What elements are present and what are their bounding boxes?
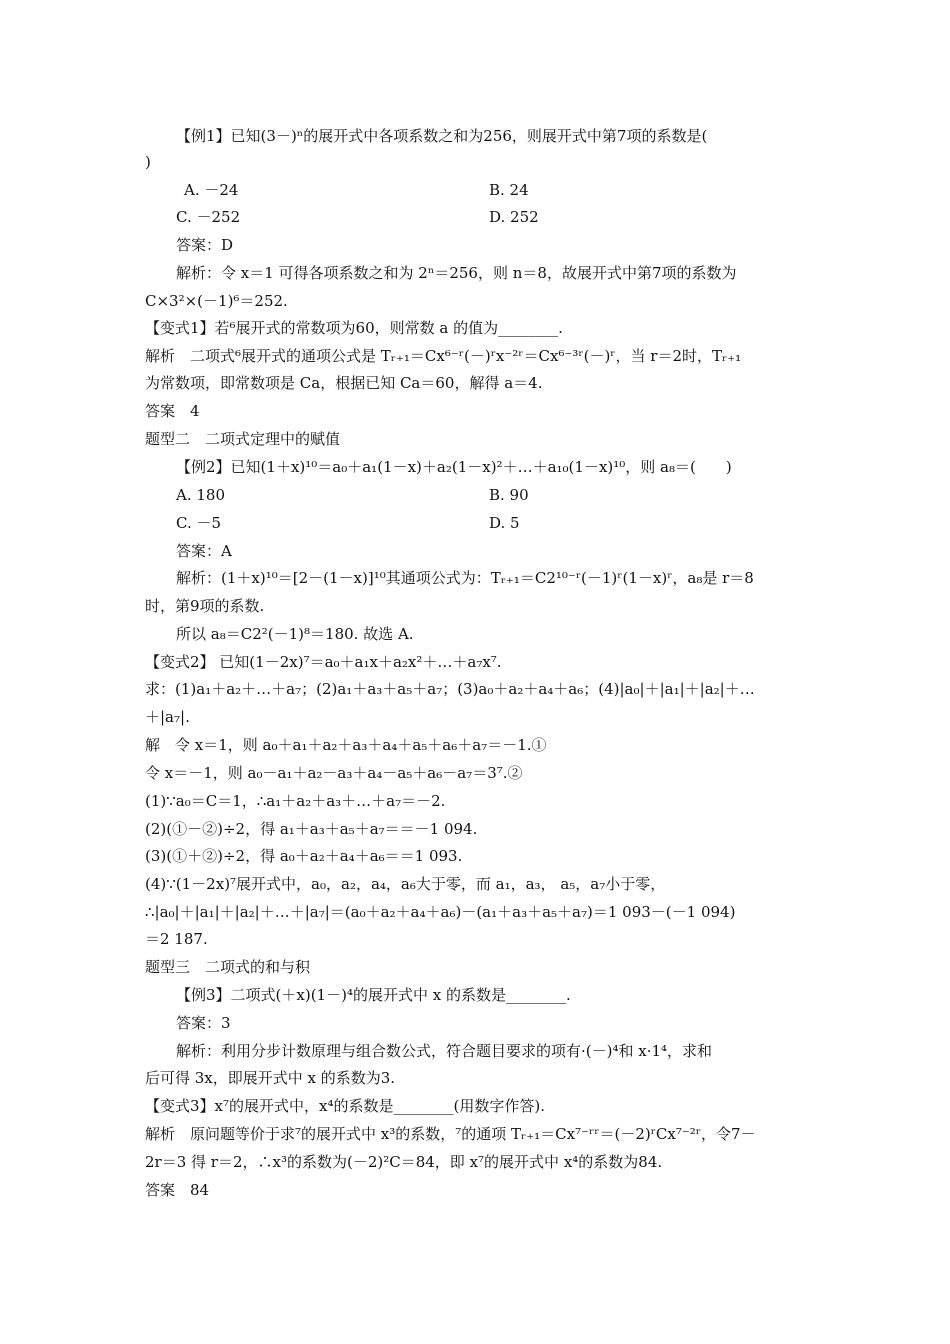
analysis-2: 解析：(1＋x)¹⁰＝[2－(1－x)]¹⁰其通项公式为：Tᵣ₊₁＝C2¹⁰⁻ʳ(－1)ʳ(1－x)ʳ，a₈是 r＝8 xyxy=(176,569,754,587)
answer-1: 答案：D xyxy=(176,236,234,254)
analysis-3: 解析：利用分步计数原理与组合数公式，符合题目要求的项有·(－)⁴和 x·1⁴，求和 xyxy=(176,1042,713,1060)
example-3-question: 【例3】二项式(＋x)(1－)⁴的展开式中 x 的系数是________. xyxy=(176,986,571,1004)
option-d: D. 252 xyxy=(489,208,539,226)
example-1-question-cont: ) xyxy=(145,153,151,171)
variant-3-question: 【变式3】x⁷的展开式中，x⁴的系数是________(用数字作答). xyxy=(145,1097,545,1115)
variant-2-solution-line: 令 x＝－1，则 a₀－a₁＋a₂－a₃＋a₄－a₅＋a₆－a₇＝3⁷.② xyxy=(145,764,523,782)
variant-2-solution: 解 令 x＝1，则 a₀＋a₁＋a₂＋a₃＋a₄＋a₅＋a₆＋a₇＝－1.① xyxy=(145,736,547,754)
example-2-question: 【例2】已知(1＋x)¹⁰＝a₀＋a₁(1－x)＋a₂(1－x)²＋…＋a₁₀(1－x)¹⁰，则 a₈＝( ) xyxy=(176,458,732,476)
variant-2-part-4: (4)∵(1－2x)⁷展开式中，a₀，a₂，a₄，a₆大于零，而 a₁，a₃， a₅，a₇小于零， xyxy=(145,875,666,893)
variant-2-question: 【变式2】 已知(1－2x)⁷＝a₀＋a₁x＋a₂x²＋…＋a₇x⁷. xyxy=(145,653,502,671)
option-c: C. －5 xyxy=(176,514,222,532)
variant-1-analysis: 解析 二项式⁶展开式的通项公式是 Tᵣ₊₁＝Cx⁶⁻ʳ(－)ʳx⁻²ʳ＝Cx⁶⁻³ʳ(－)ʳ，当 r＝2时，Tᵣ₊₁ xyxy=(145,347,742,365)
analysis-1-cont: C×3²×(－1)⁶＝252. xyxy=(145,292,288,310)
variant-2-part-2: (2)(①－②)÷2，得 a₁＋a₃＋a₅＋a₇＝＝－1 094. xyxy=(145,820,478,838)
section-heading-3: 题型三 二项式的和与积 xyxy=(145,958,311,976)
example-1-question: 【例1】已知(3－)ⁿ的展开式中各项系数之和为256，则展开式中第7项的系数是( xyxy=(176,127,708,145)
analysis-3-cont: 后可得 3x，即展开式中 x 的系数为3. xyxy=(145,1069,396,1087)
option-c: C. －252 xyxy=(176,208,241,226)
analysis-2-result: 所以 a₈＝C2²(－1)⁸＝180. 故选 A. xyxy=(176,625,414,643)
variant-1-analysis-cont: 为常数项，即常数项是 Ca，根据已知 Ca＝60，解得 a＝4. xyxy=(145,374,543,392)
section-heading-2: 题型二 二项式定理中的赋值 xyxy=(145,430,341,448)
variant-3-analysis-cont: 2r＝3 得 r＝2，∴x³的系数为(－2)²C＝84，即 x⁷的展开式中 x⁴的系数为84. xyxy=(145,1153,663,1171)
analysis-1: 解析：令 x＝1 可得各项系数之和为 2ⁿ＝256，则 n＝8，故展开式中第7项的系数为 xyxy=(176,264,737,282)
option-d: D. 5 xyxy=(489,514,520,532)
analysis-2-cont: 时，第9项的系数. xyxy=(145,597,265,615)
variant-1-question: 【变式1】若⁶展开式的常数项为60，则常数 a 的值为________. xyxy=(145,319,563,337)
variant-2-part-1: (1)∵a₀＝C＝1，∴a₁＋a₂＋a₃＋…＋a₇＝－2. xyxy=(145,792,446,810)
variant-2-ask: 求：(1)a₁＋a₂＋…＋a₇；(2)a₁＋a₃＋a₅＋a₇；(3)a₀＋a₂＋a₄＋a₆；(4)|a₀|＋|a₁|＋|a₂|＋… xyxy=(145,680,755,698)
answer-2: 答案：A xyxy=(176,542,232,560)
variant-3-analysis: 解析 原问题等价于求⁷的展开式中 x³的系数，⁷的通项 Tᵣ₊₁＝Cx⁷⁻ʳʳ＝(－2)ʳCx⁷⁻²ʳ，令7－ xyxy=(145,1125,756,1143)
variant-1-answer: 答案 4 xyxy=(145,402,200,420)
variant-3-answer: 答案 84 xyxy=(145,1181,210,1199)
option-b: B. 24 xyxy=(489,181,529,199)
option-a: A. 180 xyxy=(176,486,225,504)
variant-2-part-3: (3)(①＋②)÷2，得 a₀＋a₂＋a₄＋a₆＝＝1 093. xyxy=(145,847,463,865)
option-a: A. －24 xyxy=(184,181,239,199)
option-b: B. 90 xyxy=(489,486,529,504)
variant-2-part-4-sum: ∴|a₀|＋|a₁|＋|a₂|＋…＋|a₇|＝(a₀＋a₂＋a₄＋a₆)－(a₁＋a₃＋a₅＋a₇)＝1 093－(－1 094) xyxy=(145,903,736,921)
answer-3: 答案：3 xyxy=(176,1014,231,1032)
variant-2-part-4-result: ＝2 187. xyxy=(145,930,208,948)
variant-2-ask-cont: ＋|a₇|. xyxy=(145,708,190,726)
